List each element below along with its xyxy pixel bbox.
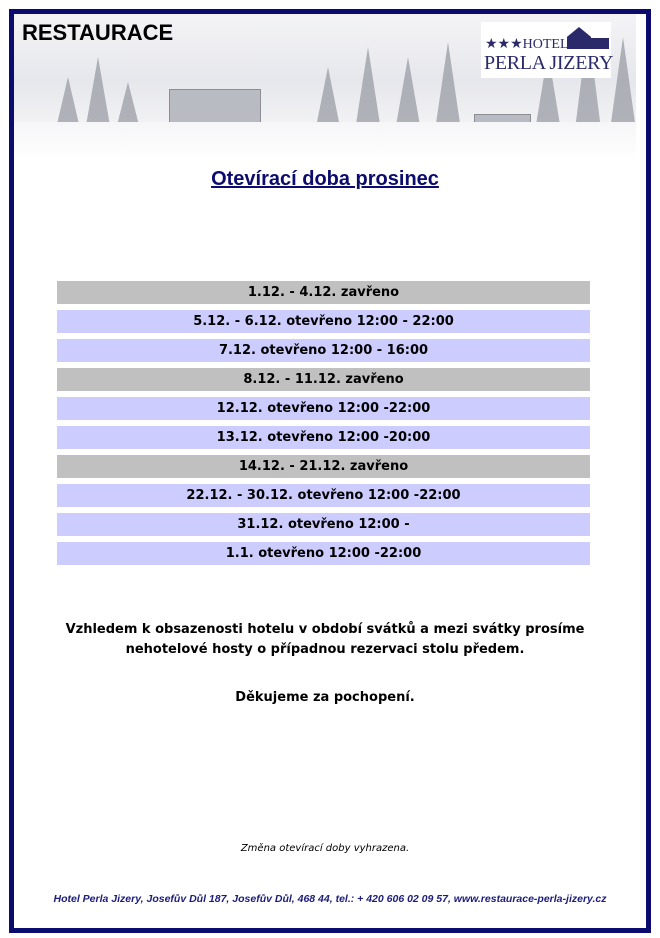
logo-hotel: HOTEL xyxy=(522,37,569,52)
schedule-row: 8.12. - 11.12. zavřeno xyxy=(57,368,590,391)
schedule-row: 14.12. - 21.12. zavřeno xyxy=(57,455,590,478)
page-heading: Otevírací doba prosinec xyxy=(211,168,439,190)
schedule-row: 31.12. otevřeno 12:00 - xyxy=(57,513,590,536)
thanks-text: Děkujeme za pochopení. xyxy=(235,690,415,705)
logo-stars: ★★★ xyxy=(485,37,523,52)
house-wing-icon xyxy=(589,38,609,49)
footer-contact: Hotel Perla Jizery, Josefův Důl 187, Josefův Důl, 468 44, tel.: + 420 606 02 09 57, www.restaurace-perla-jizery.cz xyxy=(53,893,607,905)
reservation-note xyxy=(0,620,650,660)
schedule-row: 5.12. - 6.12. otevřeno 12:00 - 22:00 xyxy=(57,310,590,333)
schedule-row: 13.12. otevřeno 12:00 -20:00 xyxy=(57,426,590,449)
schedule-row: 1.1. otevřeno 12:00 -22:00 xyxy=(57,542,590,565)
section-title: RESTAURACE xyxy=(22,20,174,45)
schedule-row: 7.12. otevřeno 12:00 - 16:00 xyxy=(57,339,590,362)
schedule-row: 1.12. - 4.12. zavřeno xyxy=(57,281,590,304)
schedule-table xyxy=(57,281,590,571)
house-icon xyxy=(567,27,591,49)
note-line: nehotelové hosty o případnou rezervaci stolu předem. xyxy=(125,642,525,657)
schedule-row: 12.12. otevřeno 12:00 -22:00 xyxy=(57,397,590,420)
hotel-logo xyxy=(481,22,614,78)
change-notice: Změna otevírací doby vyhrazena. xyxy=(240,843,410,854)
note-line: Vzhledem k obsazenosti hotelu v období svátků a mezi svátky prosíme xyxy=(65,622,585,637)
schedule-row: 22.12. - 30.12. otevřeno 12:00 -22:00 xyxy=(57,484,590,507)
logo-name: PERLA JIZERY xyxy=(484,52,614,74)
logo-top-line xyxy=(485,36,569,53)
